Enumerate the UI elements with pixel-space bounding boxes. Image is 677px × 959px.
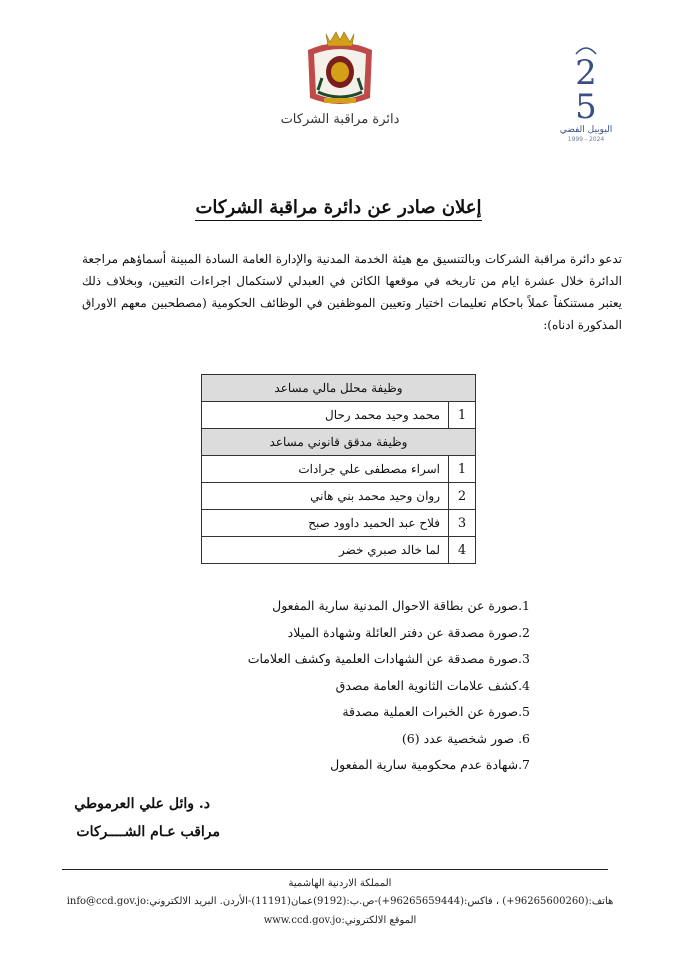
table-row: [202, 456, 476, 483]
candidate-name: روان وحيد محمد بني هاني: [202, 483, 449, 510]
royal-coat-of-arms-icon: [300, 28, 380, 112]
footer-contact: هاتف:(96265600260+) ، فاكس:(96265659444+)-ص.ب:(9192)عمان(11191)-الأردن. البريد الالكتروني:info@ccd.gov.jo: [66, 896, 614, 907]
candidate-name: لما خالد صبري خضر: [202, 537, 449, 564]
row-number: 2: [449, 483, 476, 510]
table-row: [202, 510, 476, 537]
anniversary-years: 1999 - 2024: [567, 136, 605, 143]
announcement-paragraph: تدعو دائرة مراقبة الشركات وبالتنسيق مع هيئة الخدمة المدنية والإدارة العامة السادة المبينة أسماؤهم مراجعة الدائرة خلال عشرة ايام من تاريخه في موقعها الكائن في العبدلي لاستكمال اجراءات التعيين، وبخلاف ذلك يعتبر مستنكفاً عملاً باحكام تعليمات اختيار وتعيين الموظفين في الوظائف الحكومية (مصطحبين معهم الاوراق المذكورة ادناه):: [82, 252, 622, 332]
candidate-name: اسراء مصطفى علي جرادات: [202, 456, 449, 483]
announcement-title-text: إعلان صادر عن دائرة مراقبة الشركات: [195, 197, 481, 221]
department-name: دائرة مراقبة الشركات: [280, 112, 400, 127]
signatory-position: مراقب عـام الشــــركات: [76, 824, 220, 840]
footer-country: المملكة الاردنية الهاشمية: [288, 878, 392, 889]
list-item: 3.صورة مصدقة عن الشهادات العلمية وكشف العلامات: [247, 651, 530, 666]
list-item: 4.كشف علامات الثانوية العامة مصدق: [335, 677, 530, 693]
row-number: 4: [449, 537, 476, 564]
table-group-header: [202, 429, 476, 456]
table-row: [202, 537, 476, 564]
list-item: 6. صور شخصية عدد (6): [401, 730, 530, 746]
job-title: وظيفة محلل مالي مساعد: [202, 375, 476, 402]
job-title: وظيفة مدقق قانوني مساعد: [202, 429, 476, 456]
announcement-title: [0, 197, 677, 218]
list-item: 5.صورة عن الخبرات العملية مصدقة: [342, 704, 530, 719]
list-item: 1.صورة عن بطاقة الاحوال المدنية سارية المفعول: [272, 598, 530, 613]
row-number: 3: [449, 510, 476, 537]
announcement-body: [82, 248, 622, 336]
candidates-table: [201, 374, 476, 564]
footer-website: الموقع الالكتروني:www.ccd.gov.jo: [263, 915, 417, 926]
list-item: 2.صورة مصدقة عن دفتر العائلة وشهادة الميلاد: [287, 624, 530, 640]
jordan-25-anniversary-logo: [556, 36, 616, 136]
anniversary-caption: اليوبيل الفضي: [559, 125, 613, 135]
row-number: 1: [449, 402, 476, 429]
anniversary-number: 2: [575, 53, 597, 93]
row-number: 1: [449, 456, 476, 483]
required-documents-list: [247, 593, 530, 779]
list-item: 7.شهادة عدم محكومية سارية المفعول: [330, 757, 530, 772]
candidate-name: فلاح عبد الحميد داوود صبح: [202, 510, 449, 537]
table-row: [202, 483, 476, 510]
signatory-name: د. وائل علي العرموطي: [74, 796, 210, 812]
table-row: [202, 402, 476, 429]
table-group-header: [202, 375, 476, 402]
svg-text:5: 5: [575, 87, 597, 127]
footer-divider: [62, 869, 608, 870]
candidate-name: محمد وحيد محمد رحال: [202, 402, 449, 429]
